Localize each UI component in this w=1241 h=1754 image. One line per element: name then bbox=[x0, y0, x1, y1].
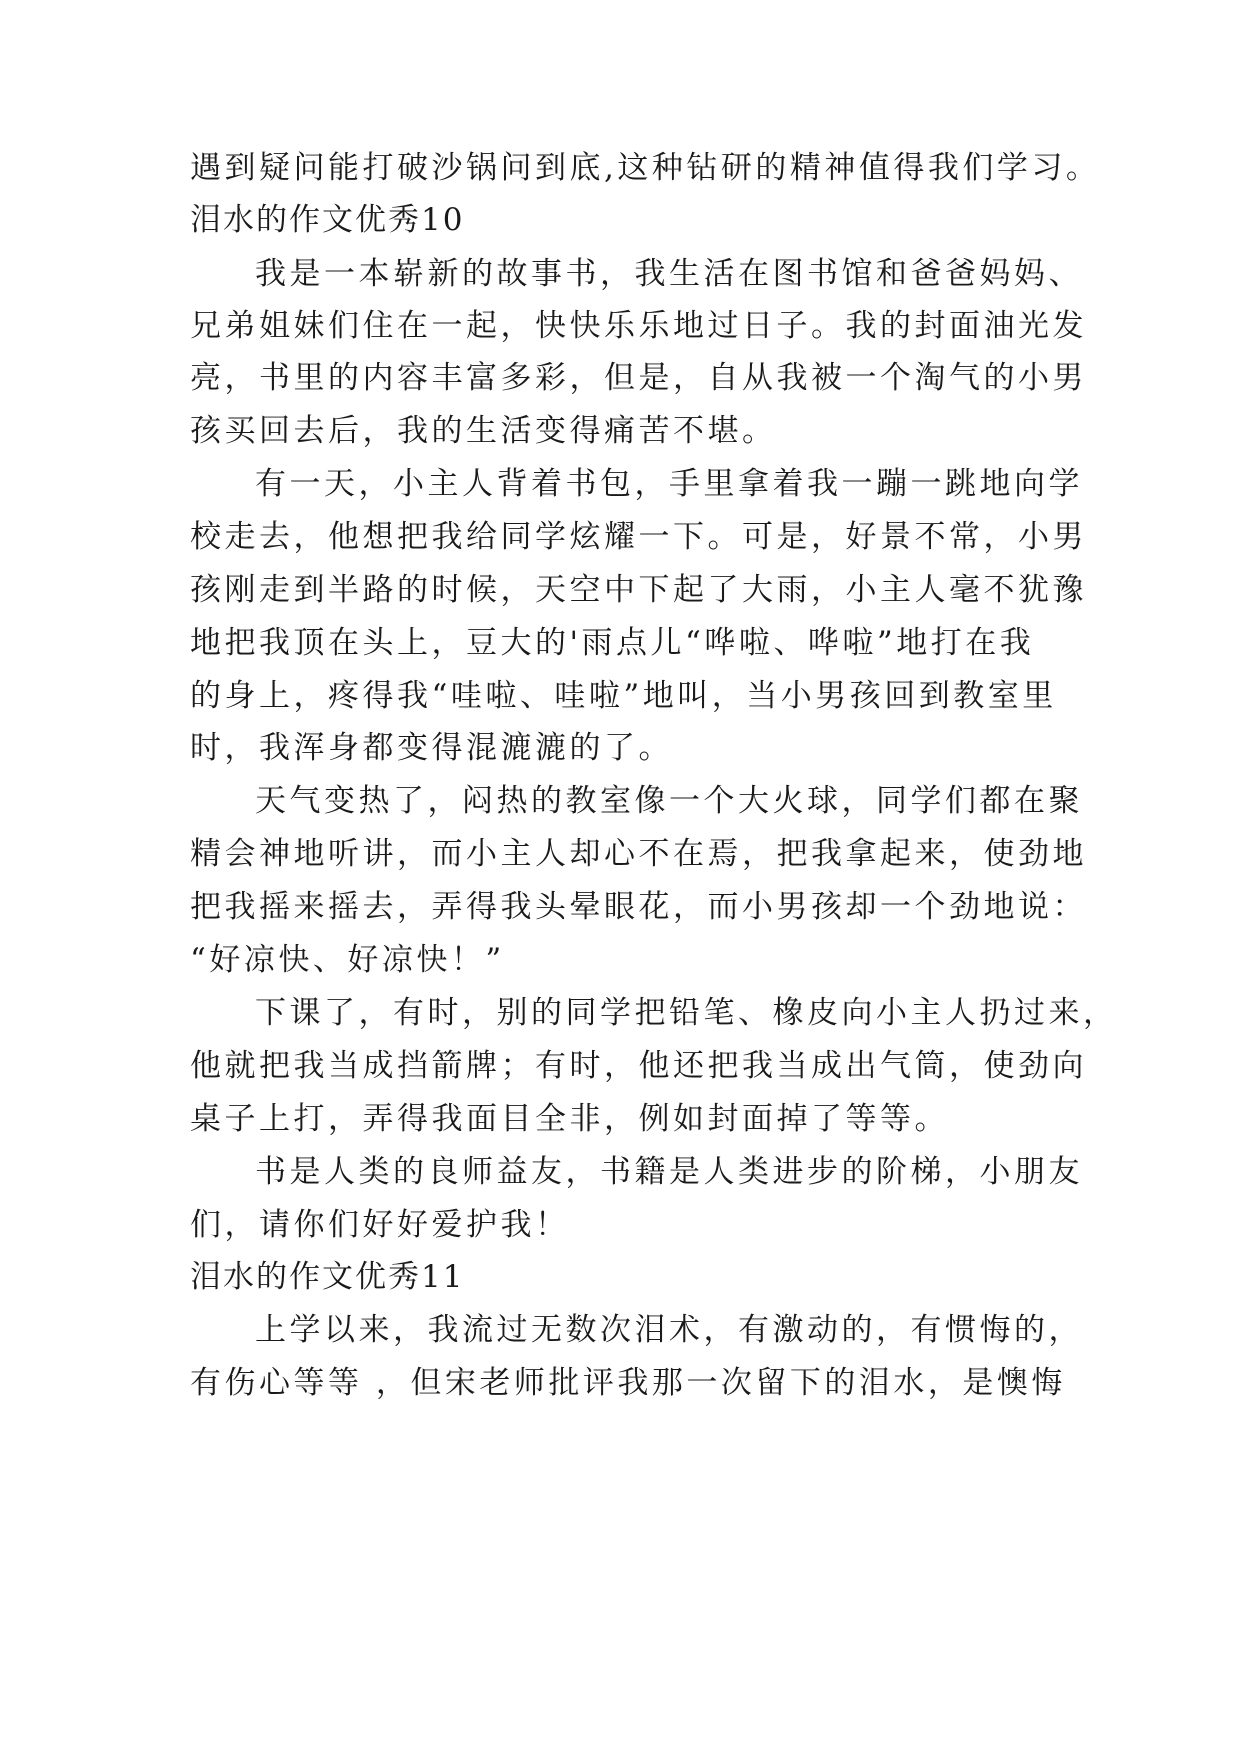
paragraph-line: 地把我顶在头上，豆大的'雨点儿“哗啦、哗啦”地打在我 bbox=[190, 625, 1035, 661]
paragraph-line: 天气变热了，闷热的教室像一个大火球，同学们都在聚 bbox=[255, 783, 1083, 819]
paragraph-line: 时，我浑身都变得混漉漉的了。 bbox=[190, 730, 673, 766]
paragraph-line: 孩刚走到半路的时候，天空中下起了大雨，小主人毫不犹豫 bbox=[190, 572, 1087, 608]
paragraph-line: 孩买回去后，我的生活变得痛苦不堪。 bbox=[190, 413, 777, 449]
section-heading: 泪水的作文优秀10 bbox=[190, 202, 465, 238]
paragraph-line: 亮，书里的内容丰富多彩，但是，自从我被一个淘气的小男 bbox=[190, 360, 1087, 396]
paragraph-line: 精会神地听讲，而小主人却心不在焉，把我拿起来，使劲地 bbox=[190, 836, 1087, 872]
paragraph-line: 我是一本崭新的故事书，我生活在图书馆和爸爸妈妈、 bbox=[255, 256, 1083, 292]
paragraph-line: 有一天，小主人背着书包，手里拿着我一蹦一跳地向学 bbox=[255, 466, 1083, 502]
paragraph-line: 他就把我当成挡箭牌；有时，他还把我当成出气筒，使劲向 bbox=[190, 1048, 1087, 1084]
paragraph-line: 书是人类的良师益友，书籍是人类进步的阶梯，小朋友 bbox=[255, 1154, 1083, 1190]
section-heading: 泪水的作文优秀11 bbox=[190, 1259, 465, 1295]
paragraph-line: 桌子上打，弄得我面目全非，例如封面掉了等等。 bbox=[190, 1101, 949, 1137]
paragraph-line: 兄弟姐妹们住在一起，快快乐乐地过日子。我的封面油光发 bbox=[190, 308, 1087, 344]
paragraph-line: “好凉快、好凉快！” bbox=[190, 942, 505, 978]
paragraph-line: 的身上，疼得我“哇啦、哇啦”地叫，当小男孩回到教室里 bbox=[190, 678, 1057, 714]
paragraph-line: 们，请你们好好爱护我！ bbox=[190, 1207, 570, 1243]
paragraph-line: 校走去，他想把我给同学炫耀一下。可是，好景不常，小男 bbox=[190, 519, 1087, 555]
text-line: 遇到疑问能打破沙锅问到底,这种钻研的精神值得我们学习。 bbox=[190, 150, 1101, 186]
paragraph-line: 上学以来，我流过无数次泪术，有激动的，有惯悔的， bbox=[255, 1312, 1083, 1348]
paragraph-line: 下课了，有时，别的同学把铅笔、橡皮向小主人扔过来， bbox=[255, 995, 1118, 1031]
paragraph-line: 把我摇来摇去，弄得我头晕眼花，而小男孩却一个劲地说： bbox=[190, 889, 1087, 925]
paragraph-line: 有伤心等等 ，但宋老师批评我那一次留下的泪水，是懊悔 bbox=[190, 1365, 1066, 1401]
